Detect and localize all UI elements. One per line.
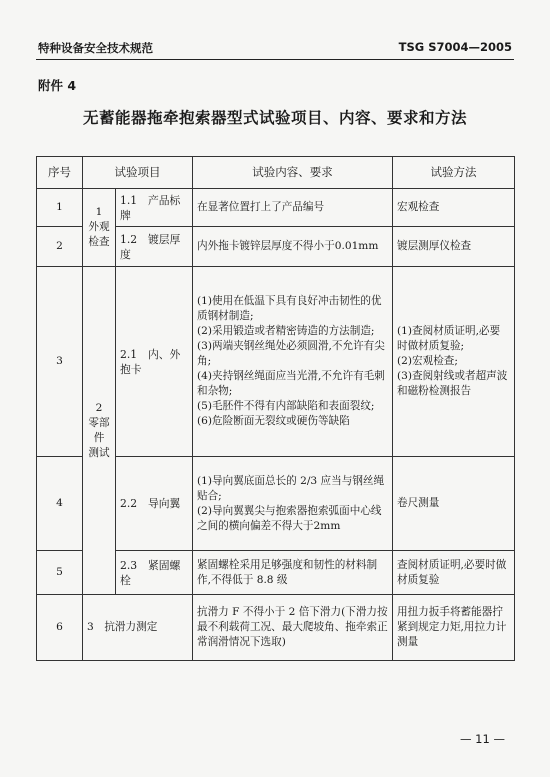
header-content: 试验内容、要求 xyxy=(193,157,393,189)
method-line: 查阅材质证明,必要时做材质复验 xyxy=(397,558,507,586)
row-no: 4 xyxy=(37,457,83,551)
content-line: (6)危险断面无裂纹或硬伤等缺陷 xyxy=(197,415,350,427)
content-line: (5)毛胚件不得有内部缺陷和表面裂纹; xyxy=(197,400,375,412)
method-line: (1)查阅材质证明,必要时做材质复验; xyxy=(397,325,501,352)
row-no: 2 xyxy=(37,227,83,267)
header-title: 特种设备安全技术规范 xyxy=(38,41,153,55)
group-appearance: 1 外观 检查 xyxy=(83,189,116,267)
test-items-table xyxy=(36,156,515,661)
group-slip-test: 3 抗滑力测定 xyxy=(83,595,193,661)
item-name: 2.2 导向翼 xyxy=(116,457,193,551)
content-line: (1)导向翼底面总长的 2/3 应当与钢丝绳贴合; xyxy=(197,474,385,502)
method-cell xyxy=(393,551,515,595)
method-cell xyxy=(393,595,515,661)
method-cell xyxy=(393,457,515,551)
method-line: 卷尺测量 xyxy=(397,497,440,509)
header-rule xyxy=(36,59,514,60)
method-line: (2)宏观检查; xyxy=(397,355,458,367)
content-cell xyxy=(193,267,393,457)
method-line: 镀层测厚仪检查 xyxy=(397,240,472,252)
table-row xyxy=(37,267,515,457)
item-name: 2.1 内、外抱卡 xyxy=(116,267,193,457)
method-cell xyxy=(393,189,515,227)
page-title: 无蓄能器拖牵抱索器型式试验项目、内容、要求和方法 xyxy=(82,108,467,127)
content-cell xyxy=(193,189,393,227)
table-header-row xyxy=(37,157,515,189)
running-header xyxy=(38,40,512,56)
content-line: (1)使用在低温下具有良好冲击韧性的优质钢材制造; xyxy=(197,295,382,322)
item-name: 1.1 产品标牌 xyxy=(116,189,193,227)
content-line: (3)两端夹钢丝绳处必须圆滑,不允许有尖角; xyxy=(197,340,385,367)
method-line: 宏观检查 xyxy=(397,201,440,213)
item-name: 2.3 紧固螺栓 xyxy=(116,551,193,595)
content-line: (2)采用锻造或者精密铸造的方法制造; xyxy=(197,325,375,337)
method-line: (3)查阅射线或者超声波和磁粉检测报告 xyxy=(397,370,508,397)
row-no: 1 xyxy=(37,189,83,227)
row-no: 6 xyxy=(37,595,83,661)
appendix-label: 附件 4 xyxy=(38,78,77,93)
row-no: 3 xyxy=(37,267,83,457)
method-cell xyxy=(393,227,515,267)
content-cell xyxy=(193,457,393,551)
method-cell xyxy=(393,267,515,457)
content-line: 抗滑力 F 不得小于 2 倍下滑力(下滑力按最不利载荷工况、最大爬坡角、拖牵索正常润滑情况下选取) xyxy=(197,606,388,648)
header-method: 试验方法 xyxy=(393,157,515,189)
header-no: 序号 xyxy=(37,157,83,189)
page-number: — 11 — xyxy=(460,732,505,746)
content-line: (2)导向翼翼尖与抱索器抱索弧面中心线之间的横向偏差不得大于2mm xyxy=(197,504,382,532)
table-row xyxy=(37,189,515,227)
header-code: TSG S7004—2005 xyxy=(398,40,512,54)
item-name: 1.2 镀层厚度 xyxy=(116,227,193,267)
header-item: 试验项目 xyxy=(83,157,193,189)
content-cell xyxy=(193,227,393,267)
content-cell xyxy=(193,551,393,595)
table-row xyxy=(37,595,515,661)
content-line: 紧固螺栓采用足够强度和韧性的材料制作,不得低于 8.8 级 xyxy=(197,558,378,586)
method-line: 用扭力扳手将蓄能器拧紧到规定力矩,用拉力计测量 xyxy=(397,606,507,648)
content-line: 在显著位置打上了产品编号 xyxy=(197,201,325,213)
content-cell xyxy=(193,595,393,661)
row-no: 5 xyxy=(37,551,83,595)
content-line: 内外拖卡镀锌层厚度不得小于0.01mm xyxy=(197,240,379,252)
content-line: (4)夹持钢丝绳面应当光滑,不允许有毛刺和杂物; xyxy=(197,370,385,397)
group-parts: 2 零部 件 测试 xyxy=(83,267,116,595)
